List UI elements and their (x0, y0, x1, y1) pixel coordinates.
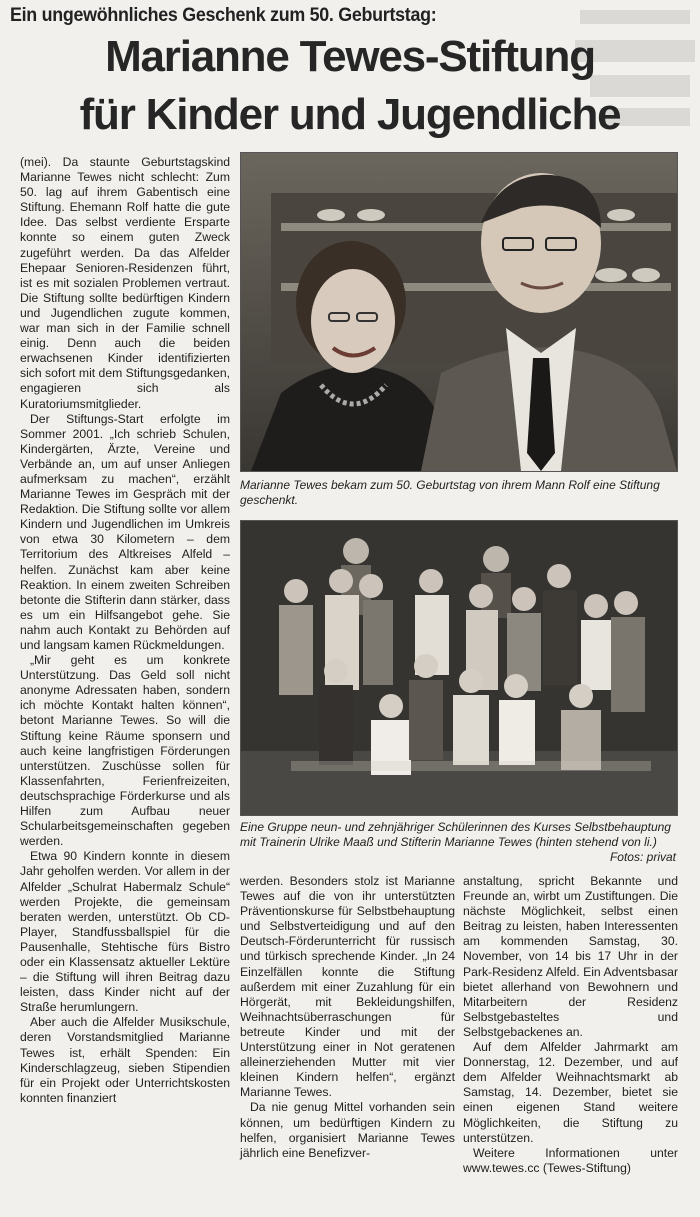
paragraph: Weitere Informationen unter www.tewes.cc (Tewes-Stiftung) (463, 1145, 678, 1175)
caption-text: Eine Gruppe neun- und zehnjähriger Schülerinnen des Kurses Selbstbehauptung mit Trainerin Ulrike Maaß und Stifterin Marianne Tewes (hinten stehend von li.) (240, 820, 671, 849)
paragraph: Etwa 90 Kindern konnte in diesem Jahr geholfen werden. Vor allem in der Alfelder „Schulrat Habermalz Schule“ werden Projekte, die gemeinsam beraten werden, unterstützt. Ob CD-Player, Standfussballspiel für die Pausenhalle, Stehtische fürs Bistro oder ein Klassensatz aktueller Lektüre – die Stiftung will ihren Beitrag dazu leisten, dass Kinder nicht auf der Straße herumlungern. (20, 849, 230, 1015)
photo-couple-illustration (241, 153, 677, 471)
photo-couple (240, 152, 678, 472)
paragraph: Der Stiftungs-Start erfolgte im Sommer 2001. „Ich schrieb Schulen, Kindergärten, Ärzte, Vereine und Verbände an, um auf unser Anliegen aufmerksam zu machen“, erzählt Marianne Tewes im Gespräch mit der Redaktion. Die Stiftung sollte vor allem Kindern und Jugendlichen im Umkreis von etwa 30 Kilometern – dem Territorium des Altkreises Alfeld – helfen. Zunächst kam aber keine Reaktion. In einem zweiten Schreiben betonte die Stifterin dann stärker, dass es um ein Hilfsangebot gehe. Sie nahm auch Kontakt zu Behörden auf und langsam kamen Rückmeldungen. (20, 411, 230, 652)
photo-group-illustration (241, 521, 677, 815)
article-column-2 (240, 874, 455, 1161)
paragraph: Da nie genug Mittel vorhanden sein können, um bedürftigen Kindern zu helfen, organisiert Marianne Tewes jährlich eine Benefizver- (240, 1100, 455, 1160)
headline-line-2: für Kinder und Jugendliche (79, 90, 621, 139)
photo-group (240, 520, 678, 816)
photo-caption-1: Marianne Tewes bekam zum 50. Geburtstag von ihrem Mann Rolf eine Stiftung geschenkt. (240, 478, 660, 507)
article-column-1 (20, 155, 230, 1106)
paragraph: „Mir geht es um konkrete Unterstützung. Das Geld soll nicht anonyme Adressaten haben, sondern ich möchte Kontakt halten können“, betont Marianne Tewes. So will die Stiftung keine Räume sponsern und auch keine langfristigen Förderungen unterstützen. Zuschüsse sollen für Klassenfahrten, Ferienfreizeiten, deutschsprachige Förderkurse und als Hilfen zum Aufbau neuer Schularbeitsgemeinschaften gegeben werden. (20, 653, 230, 849)
photo-caption-2 (240, 820, 676, 865)
article-kicker: Ein ungewöhnliches Geschenk zum 50. Geburtstag: (10, 5, 437, 26)
paragraph: anstaltung, spricht Bekannte und Freunde an, wirbt um Zustiftungen. Die nächste Möglichkeit, selbst einen Beitrag zu leisten, haben Interessenten am kommenden Samstag, 30. November, von 14 bis 17 Uhr in der Park-Residenz Alfeld. Ein Adventsbasar bietet allerhand von Bewohnern und Mitarbeitern der Residenz Selbstgebasteltes und Selbstgebackenes an. (463, 874, 678, 1039)
article-column-3 (463, 874, 678, 1176)
headline-line-1: Marianne Tewes-Stiftung (105, 32, 595, 81)
paragraph: werden. Besonders stolz ist Marianne Tewes auf die von ihr unterstützten Präventionskurse für Selbstbehauptung und Selbstverteidigung und auf den Deutsch-Förderunterricht für russisch und türkisch sprechende Kinder. „In 24 Einzelfällen konnte die Stiftung außerdem mit einer Zuzahlung für ein Hörgerät, mit Bekleidungshilfen, Weihnachtsüberraschungen für betreute Kinder und mit der Unterstützung einer in Not geratenen alleinerziehenden Mutter mit vier kleinen Kindern helfen“, ergänzt Marianne Tewes. (240, 874, 455, 1100)
paragraph: Aber auch die Alfelder Musikschule, deren Vorstandsmitglied Marianne Tewes ist, erhält Spenden: Ein Kinderschlagzeug, sieben Stipendien für ein Projekt oder Unterrichtskosten konnten finanziert (20, 1015, 230, 1105)
paragraph: (mei). Da staunte Geburtstagskind Marianne Tewes nicht schlecht: Zum 50. lag auf ihrem Gabentisch eine Stiftung. Ehemann Rolf hatte die gute Idee. Das selbst verdiente Ersparte konnte so einem guten Zweck zugeführt werden. Da das Alfelder Ehepaar Senioren-Residenzen führt, ist es mit sozialen Problemen vertraut. Die Stiftung sollte bedürftigen Kindern und Jugendlichen zugute kommen, war man sich in der Familie schnell einig. Denn auch die beiden erwachsenen Kinder identifizierten sich sofort mit dem Stiftungsgedanken, engagieren sich als Kuratoriumsmitglieder. (20, 155, 231, 411)
paragraph: Auf dem Alfelder Jahrmarkt am Donnerstag, 12. Dezember, und auf dem Alfelder Weihnachtsmarkt ab Samstag, 14. Dezember, bietet sie einen eigenen Stand weitere Möglichkeiten, die Stiftung zu unterstützen. (463, 1040, 678, 1145)
photo-credit: Fotos: privat (609, 850, 676, 864)
